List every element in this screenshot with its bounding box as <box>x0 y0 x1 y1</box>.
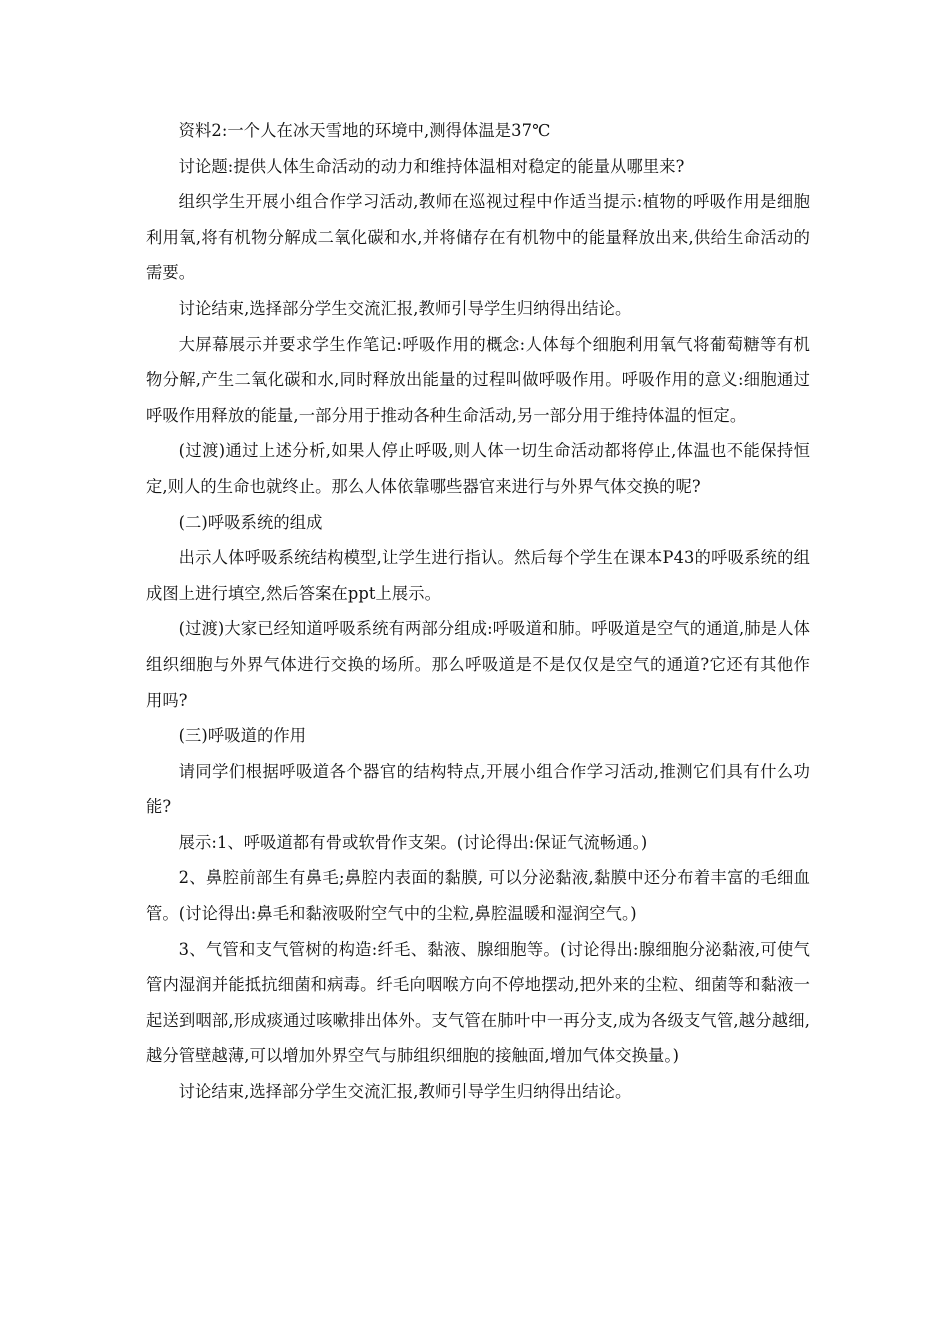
paragraph-discussion-question: 讨论题:提供人体生命活动的动力和维持体温相对稳定的能量从哪里来? <box>178 156 685 176</box>
section-heading-airway-function: (三)呼吸道的作用 <box>178 726 307 746</box>
paragraph-group-task: 请同学们根据呼吸道各个器官的结构特点,开展小组合作学习活动,推测它们具有什么功能? <box>146 761 810 817</box>
paragraph-transition-1: (过渡)通过上述分析,如果人停止呼吸,则人体一切生命活动都将停止,体温也不能保持恒定,则人的生命也就终止。那么人体依靠哪些器官来进行与外界气体交换的呢? <box>146 441 810 496</box>
paragraph-transition-2: (过渡)大家已经知道呼吸系统有两部分组成:呼吸道和肺。呼吸道是空气的通道,肺是人体组织细胞与外界气体进行交换的场所。那么呼吸道是不是仅仅是空气的通道?它还有其他作用吗? <box>146 619 810 710</box>
paragraph-respiration-concept: 大屏幕展示并要求学生作笔记:呼吸作用的概念:人体每个细胞利用氧气将葡萄糖等有机物分解,产生二氧化碳和水,同时释放出能量的过程叫做呼吸作用。呼吸作用的意义:细胞通过呼吸作用释放的能量,一部分用于推动各种生命活动,另一部分用于维持体温的恒定。 <box>146 334 810 425</box>
paragraph-group-activity: 组织学生开展小组合作学习活动,教师在巡视过程中作适当提示:植物的呼吸作用是细胞利用氧,将有机物分解成二氧化碳和水,并将储存在有机物中的能量释放出来,供给生命活动的需要。 <box>146 192 810 283</box>
paragraph-conclusion: 讨论结束,选择部分学生交流汇报,教师引导学生归纳得出结论。 <box>178 1082 632 1102</box>
paragraph-model-display: 出示人体呼吸系统结构模型,让学生进行指认。然后每个学生在课本P43的呼吸系统的组成图上进行填空,然后答案在ppt上展示。 <box>146 548 810 603</box>
paragraph-material-2: 资料2:一个人在冰天雪地的环境中,测得体温是37℃ <box>178 121 551 140</box>
paragraph-point-2: 2、鼻腔前部生有鼻毛;鼻腔内表面的黏膜, 可以分泌黏液,黏膜中还分布着丰富的毛细血管。(讨论得出:鼻毛和黏液吸附空气中的尘粒,鼻腔温暖和湿润空气。) <box>146 868 810 924</box>
paragraph-point-1: 展示:1、呼吸道都有骨或软骨作支架。(讨论得出:保证气流畅通。) <box>178 832 648 852</box>
section-heading-respiratory-system: (二)呼吸系统的组成 <box>178 512 323 532</box>
document-body <box>146 113 810 1110</box>
paragraph-discussion-end: 讨论结束,选择部分学生交流汇报,教师引导学生归纳得出结论。 <box>178 298 632 318</box>
paragraph-point-3: 3、气管和支气管树的构造:纤毛、黏液、腺细胞等。(讨论得出:腺细胞分泌黏液,可使气管内湿润并能抵抗细菌和病毒。纤毛向咽喉方向不停地摆动,把外来的尘粒、细菌等和黏液一起送到咽部,形成痰通过咳嗽排出体外。支气管在肺叶中一再分支,成为各级支气管,越分越细,越分管壁越薄,可以增加外界空气与肺组织细胞的接触面,增加气体交换量。) <box>146 939 810 1066</box>
